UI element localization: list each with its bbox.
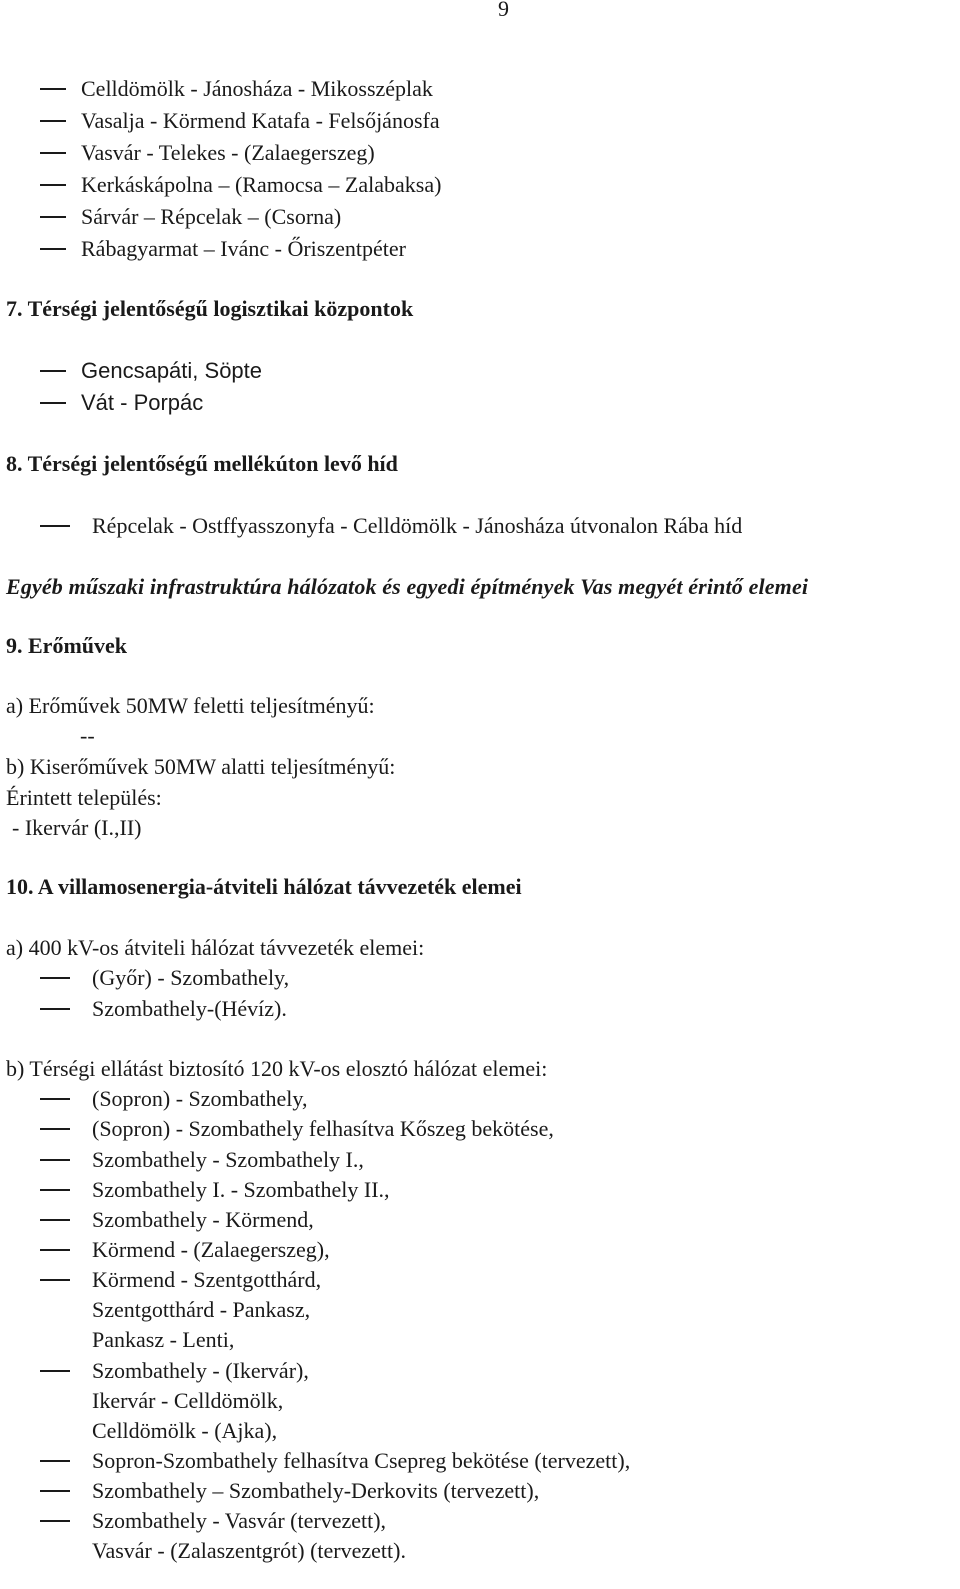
list-item (40, 1145, 364, 1175)
list-item: Ikervár - Celldömölk, (92, 1388, 284, 1413)
list-item-text: Rábagyarmat – Ivánc - Őriszentpéter (81, 236, 406, 261)
dash-bullet (40, 1460, 70, 1462)
page-number: 9 (498, 0, 509, 21)
section-9-b-label: b) Kiserőművek 50MW alatti teljesítményű: (6, 754, 396, 779)
list-item-text: Répcelak - Ostffyasszonyfa - Celldömölk - Jánosháza útvonalon Rába híd (92, 513, 743, 538)
dash-bullet (40, 1279, 70, 1281)
section-9-heading: 9. Erőművek (6, 633, 127, 658)
section-10-heading: 10. A villamosenergia-átviteli hálózat távvezeték elemei (6, 874, 522, 899)
dash-bullet (40, 1249, 70, 1251)
list-item-text: Vasvár - Telekes - (Zalaegerszeg) (81, 140, 375, 165)
list-item (40, 234, 406, 264)
list-item-text: Kerkáskápolna – (Ramocsa – Zalabaksa) (81, 172, 442, 197)
list-item (40, 963, 289, 993)
list-item (40, 388, 203, 418)
list-item (40, 1356, 309, 1386)
affected-settlement-label: Érintett település: (6, 785, 162, 810)
list-item-text: Körmend - Szentgotthárd, (92, 1267, 322, 1292)
dash-bullet (40, 1008, 70, 1010)
section-8-heading: 8. Térségi jelentőségű mellékúton levő híd (6, 451, 398, 476)
list-item-text: (Győr) - Szombathely, (92, 965, 290, 990)
list-item (40, 511, 742, 541)
list-item (40, 1084, 307, 1114)
list-item (40, 1175, 390, 1205)
dash-bullet (40, 216, 66, 218)
dash-bullet (40, 1219, 70, 1221)
dash-bullet (40, 152, 66, 154)
list-item: Szentgotthárd - Pankasz, (92, 1297, 311, 1322)
dash-bullet (40, 1490, 70, 1492)
list-item-text: Sopron-Szombathely felhasítva Csepreg bekötése (tervezett), (92, 1448, 631, 1473)
list-item (40, 1235, 330, 1265)
list-item-text: Szombathely I. - Szombathely II., (92, 1177, 390, 1202)
list-item (40, 356, 262, 386)
section-7-heading: 7. Térségi jelentőségű logisztikai központok (6, 296, 414, 321)
list-item-text: Szombathely - Szombathely I., (92, 1147, 364, 1172)
dash-bullet (40, 88, 66, 90)
dash-bullet (40, 1098, 70, 1100)
dash-bullet (40, 1189, 70, 1191)
list-item-text: Szombathely - Vasvár (tervezett), (92, 1508, 387, 1533)
list-item-text: Körmend - (Zalaegerszeg), (92, 1237, 330, 1262)
affected-settlement-item: - Ikervár (I.,II) (12, 815, 142, 840)
list-item: Vasvár - (Zalaszentgrót) (tervezett). (92, 1538, 406, 1563)
list-item-text: Szombathely - Körmend, (92, 1207, 314, 1232)
list-item (40, 74, 433, 104)
dash-bullet (40, 1370, 70, 1372)
list-item (40, 1114, 554, 1144)
list-item (40, 106, 440, 136)
dash-bullet (40, 120, 66, 122)
dash-bullet (40, 402, 66, 404)
section-10-b-label: b) Térségi ellátást biztosító 120 kV-os elosztó hálózat elemei: (6, 1056, 548, 1081)
list-item-text: Szombathely-(Hévíz). (92, 996, 287, 1021)
list-item-text: Celldömölk - Jánosháza - Mikosszéplak (81, 76, 433, 101)
list-item (40, 170, 441, 200)
list-item: Pankasz - Lenti, (92, 1327, 235, 1352)
list-item (40, 138, 375, 168)
list-item: Celldömölk - (Ajka), (92, 1418, 278, 1443)
list-item-text: Sárvár – Répcelak – (Csorna) (81, 204, 342, 229)
section-9-a-label: a) Erőművek 50MW feletti teljesítményű: (6, 693, 375, 718)
dash-bullet (40, 525, 70, 527)
list-item (40, 1446, 630, 1476)
dash-bullet (40, 977, 70, 979)
dash-bullet (40, 184, 66, 186)
dash-bullet (40, 1520, 70, 1522)
list-item-text: Szombathely - (Ikervár), (92, 1358, 309, 1383)
list-item (40, 1506, 386, 1536)
list-item-text: (Sopron) - Szombathely, (92, 1086, 308, 1111)
dash-bullet (40, 248, 66, 250)
list-item-text: Gencsapáti, Söpte (81, 358, 263, 383)
list-item-text: Vát - Porpác (81, 390, 204, 415)
dash-bullet (40, 1128, 70, 1130)
list-item (40, 1265, 321, 1295)
dash-bullet (40, 1159, 70, 1161)
list-item-text: (Sopron) - Szombathely felhasítva Kőszeg bekötése, (92, 1116, 554, 1141)
list-item-text: Vasalja - Körmend Katafa - Felsőjánosfa (81, 108, 440, 133)
list-item (40, 202, 341, 232)
section-9-a-value: -- (80, 723, 95, 748)
infrastructure-heading: Egyéb műszaki infrastruktúra hálózatok és egyedi építmények Vas megyét érintő elemei (6, 574, 809, 599)
list-item-text: Szombathely – Szombathely-Derkovits (tervezett), (92, 1478, 540, 1503)
list-item (40, 1205, 314, 1235)
dash-bullet (40, 370, 66, 372)
list-item (40, 994, 287, 1024)
list-item (40, 1476, 539, 1506)
section-10-a-label: a) 400 kV-os átviteli hálózat távvezeték elemei: (6, 935, 425, 960)
